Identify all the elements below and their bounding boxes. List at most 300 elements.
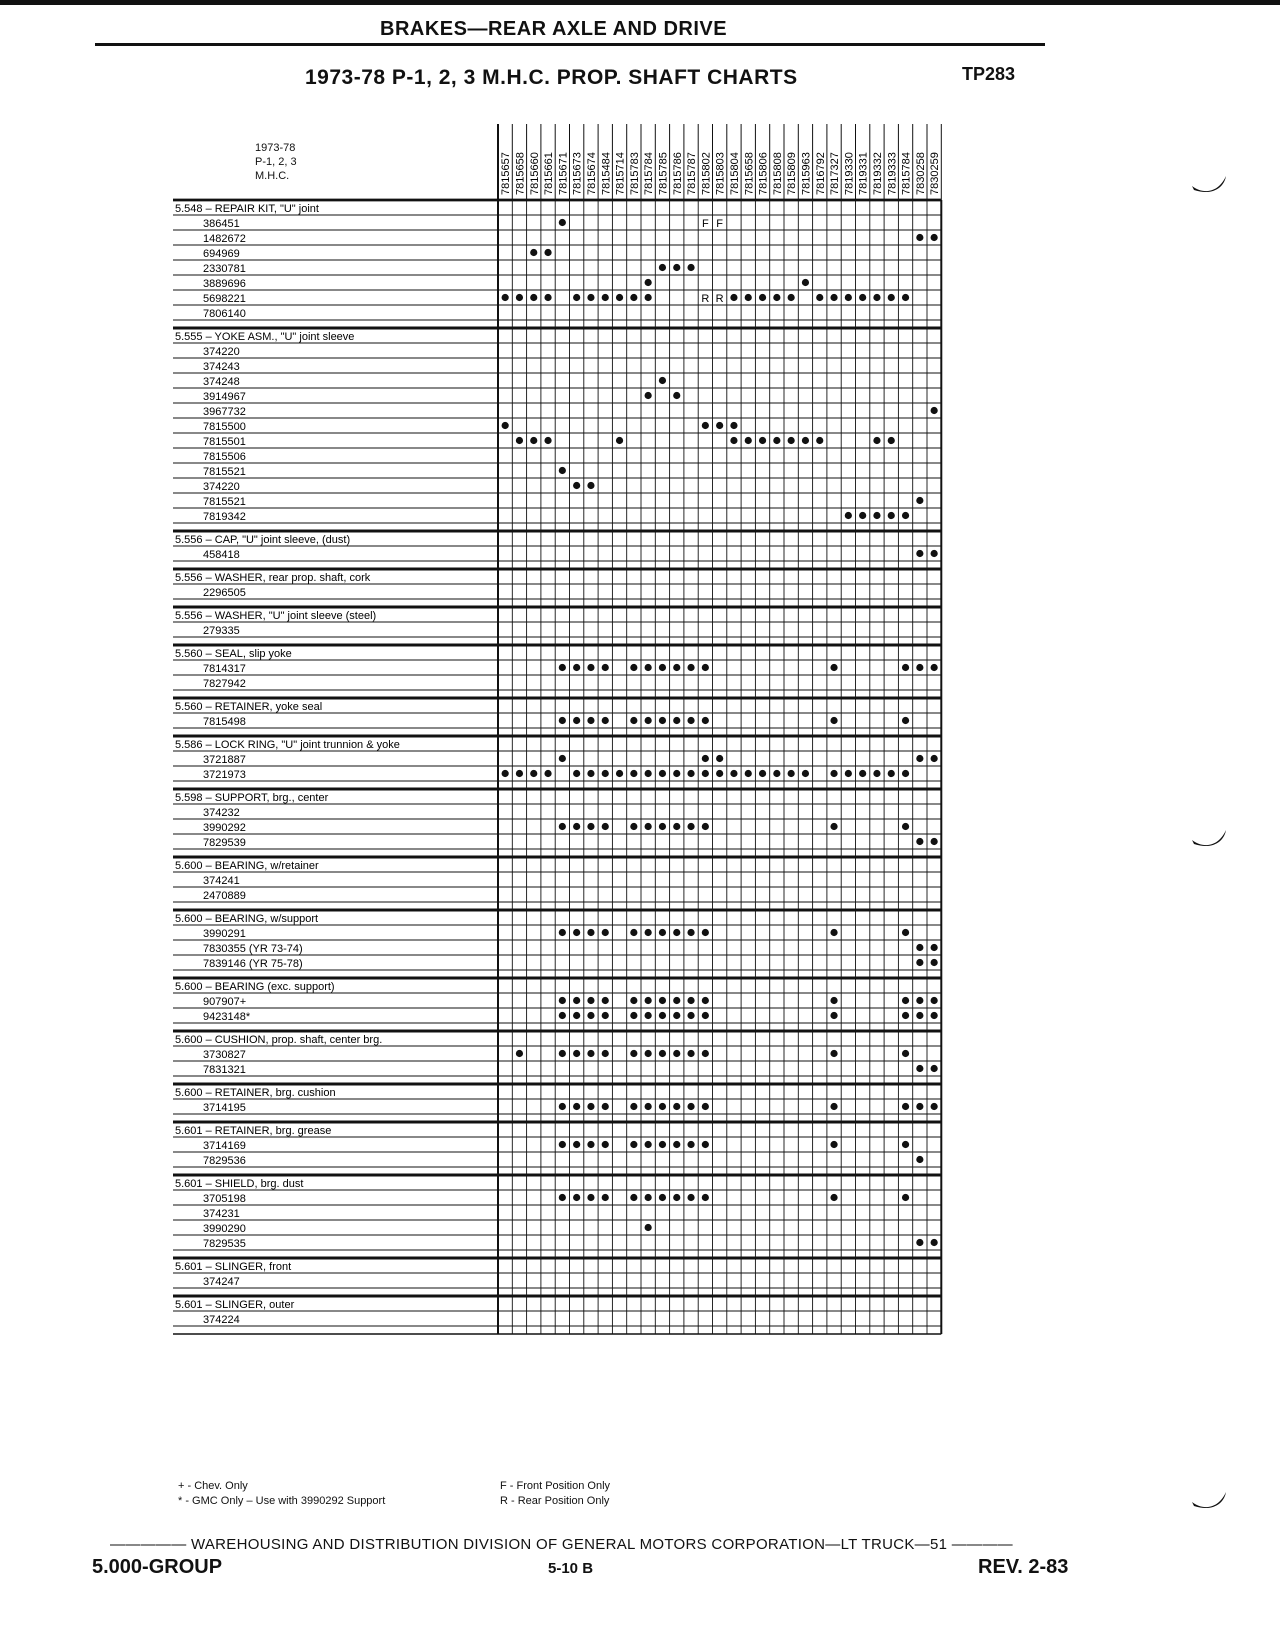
fitment-dot <box>702 755 709 762</box>
fitment-dot <box>544 437 551 444</box>
fitment-dot <box>587 770 594 777</box>
part-number: 3967732 <box>203 406 246 418</box>
fitment-dot <box>602 1194 609 1201</box>
fitment-dot <box>673 1141 680 1148</box>
fitment-dot <box>916 997 923 1004</box>
column-header: 7815674 <box>585 152 598 195</box>
column-header: 7815803 <box>714 152 727 195</box>
fitment-dot <box>788 437 795 444</box>
fitment-dot <box>659 717 666 724</box>
part-number: 9423148* <box>203 1011 251 1023</box>
fitment-dot <box>587 823 594 830</box>
group-title: 5.586 – LOCK RING, "U" joint trunnion & yoke <box>175 739 400 751</box>
part-number: 374247 <box>203 1276 240 1288</box>
fitment-dot <box>673 1012 680 1019</box>
fitment-dot <box>673 717 680 724</box>
group-title: 5.601 – SLINGER, outer <box>175 1299 295 1311</box>
fitment-dot <box>630 1012 637 1019</box>
fitment-dot <box>573 1103 580 1110</box>
part-number: 7839146 (YR 75-78) <box>203 958 303 970</box>
column-header: 7815785 <box>657 152 670 195</box>
fitment-dot <box>559 219 566 226</box>
fitment-dot <box>773 294 780 301</box>
group-title: 5.600 – BEARING (exc. support) <box>175 981 335 993</box>
fitment-dot <box>645 770 652 777</box>
fitment-dot <box>673 1194 680 1201</box>
fitment-dot <box>687 264 694 271</box>
fitment-dot <box>602 664 609 671</box>
fitment-dot <box>530 294 537 301</box>
column-header: 7815673 <box>571 152 584 195</box>
part-number: 907907+ <box>203 996 247 1008</box>
fitment-dot <box>516 770 523 777</box>
part-number: 7827942 <box>203 678 246 690</box>
fitment-dot <box>673 823 680 830</box>
binder-curl-mark <box>1190 1488 1230 1514</box>
fitment-dot <box>902 770 909 777</box>
fitment-dot <box>845 770 852 777</box>
fitment-dot <box>931 407 938 414</box>
fitment-dot <box>702 1103 709 1110</box>
fitment-dot <box>716 422 723 429</box>
legend-front-position: F - Front Position Only <box>500 1480 611 1492</box>
fitment-dot <box>702 823 709 830</box>
fitment-dot <box>559 1194 566 1201</box>
group-title: 5.560 – RETAINER, yoke seal <box>175 701 323 713</box>
position-mark: F <box>716 218 724 230</box>
column-header: 7815661 <box>543 152 556 195</box>
group-title: 5.601 – SHIELD, brg. dust <box>175 1178 304 1190</box>
section-title: BRAKES—REAR AXLE AND DRIVE <box>380 18 728 40</box>
legend-rear-position: R - Rear Position Only <box>500 1495 610 1507</box>
fitment-dot <box>830 664 837 671</box>
fitment-dot <box>716 755 723 762</box>
column-header: 7815783 <box>628 152 641 195</box>
fitment-dot <box>687 1194 694 1201</box>
part-number: 7815521 <box>203 466 246 478</box>
legend-right <box>500 1479 610 1509</box>
column-header: 7815809 <box>786 152 799 195</box>
fitment-dot <box>687 1103 694 1110</box>
group-title: 5.555 – YOKE ASM., "U" joint sleeve <box>175 331 355 343</box>
part-number: 2296505 <box>203 587 246 599</box>
fitment-dot <box>630 1050 637 1057</box>
group-title: 5.548 – REPAIR KIT, "U" joint <box>175 203 319 215</box>
fitment-dot <box>773 437 780 444</box>
column-header: 7815484 <box>600 152 613 195</box>
column-header: 7815784 <box>643 152 656 195</box>
fitment-dot <box>659 664 666 671</box>
fitment-dot <box>702 929 709 936</box>
fitment-dot <box>716 770 723 777</box>
fitment-dot <box>931 959 938 966</box>
page-code: TP283 <box>962 64 1016 84</box>
part-number: 7829539 <box>203 837 246 849</box>
fitment-dot <box>888 512 895 519</box>
fitment-dot <box>645 392 652 399</box>
fitment-dot <box>773 770 780 777</box>
binder-curl-mark <box>1190 826 1230 852</box>
fitment-dot <box>673 997 680 1004</box>
part-number: 3990290 <box>203 1223 246 1235</box>
group-title: 5.601 – RETAINER, brg. grease <box>175 1125 332 1137</box>
fitment-dot <box>702 1141 709 1148</box>
fitment-dot <box>788 294 795 301</box>
fitment-dot <box>630 294 637 301</box>
group-title: 5.560 – SEAL, slip yoke <box>175 648 292 660</box>
column-header: 7815658 <box>743 152 756 195</box>
fitment-dot <box>902 512 909 519</box>
column-header: 7815786 <box>671 152 684 195</box>
fitment-dot <box>559 1050 566 1057</box>
fitment-dot <box>802 279 809 286</box>
fitment-dot <box>873 770 880 777</box>
fitment-dot <box>587 1194 594 1201</box>
part-number: 694969 <box>203 248 240 260</box>
legend-chev-only: + - Chev. Only <box>178 1480 248 1492</box>
fitment-dot <box>559 929 566 936</box>
fitment-dot <box>931 1065 938 1072</box>
fitment-dot <box>916 1239 923 1246</box>
fitment-dot <box>830 1050 837 1057</box>
fitment-dot <box>888 770 895 777</box>
fitment-dot <box>745 770 752 777</box>
fitment-dot <box>916 1156 923 1163</box>
fitment-dot <box>602 1012 609 1019</box>
fitment-dot <box>587 1103 594 1110</box>
part-number: 374220 <box>203 481 240 493</box>
fitment-dot <box>645 294 652 301</box>
fitment-dot <box>916 234 923 241</box>
fitment-dot <box>931 997 938 1004</box>
group-title: 5.600 – RETAINER, brg. cushion <box>175 1087 336 1099</box>
fitment-dot <box>573 1194 580 1201</box>
column-header: 7815802 <box>700 152 713 195</box>
fitment-dot <box>931 755 938 762</box>
fitment-dot <box>502 294 509 301</box>
fitment-dot <box>573 482 580 489</box>
column-header: 7815963 <box>800 152 813 195</box>
fitment-dot <box>916 550 923 557</box>
part-number: 3714195 <box>203 1102 246 1114</box>
fitment-dot <box>916 1012 923 1019</box>
fitment-dot <box>587 1050 594 1057</box>
fitment-dot <box>645 1141 652 1148</box>
fitment-dot <box>659 1141 666 1148</box>
fitment-dot <box>830 770 837 777</box>
part-number: 7829536 <box>203 1155 246 1167</box>
column-header: 7815787 <box>686 152 699 195</box>
fitment-dot <box>687 1050 694 1057</box>
column-header: 7819330 <box>843 152 856 195</box>
fitment-dot <box>902 1194 909 1201</box>
legend-gmc-only: * - GMC Only – Use with 3990292 Support <box>178 1495 386 1507</box>
fitment-dot <box>673 1103 680 1110</box>
fitment-dot <box>730 770 737 777</box>
group-title: 5.598 – SUPPORT, brg., center <box>175 792 329 804</box>
fitment-dot <box>602 1050 609 1057</box>
part-number: 279335 <box>203 625 240 637</box>
fitment-dot <box>587 997 594 1004</box>
fitment-dot <box>845 512 852 519</box>
fitment-dot <box>931 1239 938 1246</box>
fitment-dot <box>902 997 909 1004</box>
fitment-dot <box>630 1103 637 1110</box>
fitment-dot <box>573 929 580 936</box>
fitment-dot <box>645 823 652 830</box>
fitment-dot <box>745 437 752 444</box>
fitment-dot <box>902 1050 909 1057</box>
fitment-dot <box>630 1141 637 1148</box>
fitment-dot <box>759 294 766 301</box>
fitment-dot <box>659 1194 666 1201</box>
fitment-dot <box>530 770 537 777</box>
group-title: 5.601 – SLINGER, front <box>175 1261 292 1273</box>
fitment-dot <box>730 437 737 444</box>
part-number: 374224 <box>203 1314 240 1326</box>
fitment-dot <box>687 929 694 936</box>
fitment-dot <box>902 1103 909 1110</box>
fitment-dot <box>573 823 580 830</box>
part-number: 1482672 <box>203 233 246 245</box>
fitment-dot <box>830 1141 837 1148</box>
fitment-dot <box>530 437 537 444</box>
fitment-dot <box>659 929 666 936</box>
fitment-dot <box>902 823 909 830</box>
column-header: 7819332 <box>871 152 884 195</box>
fitment-dot <box>673 664 680 671</box>
group-title: 5.556 – WASHER, rear prop. shaft, cork <box>175 572 371 584</box>
fitment-dot <box>573 770 580 777</box>
fitment-dot <box>502 422 509 429</box>
fitment-dot <box>687 997 694 1004</box>
fitment-dot <box>645 279 652 286</box>
group-title: 5.600 – BEARING, w/support <box>175 913 319 925</box>
fitment-dot <box>916 959 923 966</box>
part-number: 7815506 <box>203 451 246 463</box>
fitment-dot <box>888 294 895 301</box>
fitment-dot <box>645 1194 652 1201</box>
part-number: 7815501 <box>203 436 246 448</box>
fitment-dot <box>859 512 866 519</box>
part-number: 7806140 <box>203 308 246 320</box>
fitment-dot <box>630 770 637 777</box>
fitment-dot <box>573 1050 580 1057</box>
part-number: 7815521 <box>203 496 246 508</box>
part-number: 2330781 <box>203 263 246 275</box>
part-number: 7829535 <box>203 1238 246 1250</box>
fitment-dot <box>931 838 938 845</box>
fitment-dot <box>902 1012 909 1019</box>
fitment-dot <box>802 770 809 777</box>
fitment-dot <box>931 550 938 557</box>
fitment-dot <box>573 294 580 301</box>
fitment-dot <box>659 823 666 830</box>
fitment-dot <box>888 437 895 444</box>
part-number: 374243 <box>203 361 240 373</box>
fitment-dot <box>931 1012 938 1019</box>
fitment-dot <box>502 770 509 777</box>
chart-title: 1973-78 P-1, 2, 3 M.H.C. PROP. SHAFT CHARTS <box>305 66 798 89</box>
fitment-dot <box>630 823 637 830</box>
part-number: 3990291 <box>203 928 246 940</box>
fitment-dot <box>902 1141 909 1148</box>
part-number: 374232 <box>203 807 240 819</box>
fitment-dot <box>573 664 580 671</box>
fitment-dot <box>559 467 566 474</box>
fitment-dot <box>702 1012 709 1019</box>
column-header: 7830259 <box>929 152 942 195</box>
fitment-dot <box>630 1194 637 1201</box>
fitment-dot <box>559 1103 566 1110</box>
part-number: 374241 <box>203 875 240 887</box>
fitment-dot <box>587 664 594 671</box>
fitment-dot <box>759 437 766 444</box>
fitment-dot <box>830 1103 837 1110</box>
column-header: 7819333 <box>886 152 899 195</box>
fitment-dot <box>702 717 709 724</box>
fitment-dot <box>788 770 795 777</box>
part-number: 7815500 <box>203 421 246 433</box>
fitment-dot <box>544 294 551 301</box>
part-number: 3914967 <box>203 391 246 403</box>
part-number: 3705198 <box>203 1193 246 1205</box>
part-number: 3721973 <box>203 769 246 781</box>
fitment-dot <box>659 377 666 384</box>
fitment-dot <box>559 664 566 671</box>
fitment-dot <box>559 823 566 830</box>
fitment-dot <box>630 717 637 724</box>
part-number: 3730827 <box>203 1049 246 1061</box>
fitment-dot <box>873 294 880 301</box>
part-number: 3721887 <box>203 754 246 766</box>
fitment-dot <box>931 664 938 671</box>
fitment-dot <box>830 1194 837 1201</box>
column-header: 7815671 <box>557 152 570 195</box>
part-number: 386451 <box>203 218 240 230</box>
fitment-dot <box>616 437 623 444</box>
fitment-dot <box>602 823 609 830</box>
column-header: 7816792 <box>814 152 827 195</box>
fitment-dot <box>516 1050 523 1057</box>
fitment-dot <box>645 664 652 671</box>
fitment-dot <box>687 823 694 830</box>
fitment-dot <box>559 717 566 724</box>
fitment-dot <box>573 1012 580 1019</box>
column-header: 7815804 <box>728 152 741 195</box>
fitment-dot <box>587 482 594 489</box>
fitment-dot <box>559 1012 566 1019</box>
column-header: 7815658 <box>514 152 527 195</box>
part-number: 374231 <box>203 1208 240 1220</box>
binder-curl-mark <box>1190 172 1230 198</box>
fitment-dot <box>916 944 923 951</box>
fitment-dot <box>745 294 752 301</box>
part-number: 374220 <box>203 346 240 358</box>
column-header: 7815660 <box>528 152 541 195</box>
column-header: 7819331 <box>857 152 870 195</box>
fitment-dot <box>673 392 680 399</box>
fitment-dot <box>587 294 594 301</box>
fitment-dot <box>931 1103 938 1110</box>
fitment-dot <box>931 944 938 951</box>
fitment-dot <box>759 770 766 777</box>
fitment-dot <box>816 437 823 444</box>
group-title: 5.600 – BEARING, w/retainer <box>175 860 319 872</box>
fitment-dot <box>702 770 709 777</box>
fitment-dot <box>645 1050 652 1057</box>
group-title: 5.556 – CAP, "U" joint sleeve, (dust) <box>175 534 351 546</box>
fitment-dot <box>687 770 694 777</box>
fitment-dot <box>916 1065 923 1072</box>
fitment-dot <box>673 929 680 936</box>
fitment-dot <box>702 664 709 671</box>
fitment-dot <box>645 997 652 1004</box>
fitment-dot <box>902 717 909 724</box>
fitment-dot <box>830 294 837 301</box>
position-mark: R <box>715 293 724 305</box>
fitment-dot <box>587 1141 594 1148</box>
fitment-dot <box>659 1103 666 1110</box>
footer-group: 5.000-GROUP <box>92 1556 223 1578</box>
part-number: 7830355 (YR 73-74) <box>203 943 303 955</box>
footer-revision: REV. 2-83 <box>978 1556 1069 1578</box>
fitment-dot <box>616 770 623 777</box>
fitment-dot <box>659 997 666 1004</box>
fitment-dot <box>916 838 923 845</box>
part-number: 374248 <box>203 376 240 388</box>
fitment-dot <box>830 717 837 724</box>
legend-left <box>178 1479 385 1509</box>
fitment-dot <box>830 1012 837 1019</box>
fitment-dot <box>802 437 809 444</box>
column-header: 7815806 <box>757 152 770 195</box>
fitment-dot <box>602 997 609 1004</box>
fitment-dot <box>630 997 637 1004</box>
column-header: 7815784 <box>900 152 913 195</box>
fitment-dot <box>602 717 609 724</box>
fitment-dot <box>687 664 694 671</box>
part-number: 3990292 <box>203 822 246 834</box>
fitment-dot <box>902 294 909 301</box>
part-number: 3889696 <box>203 278 246 290</box>
fitment-dot <box>702 1050 709 1057</box>
part-number: 7814317 <box>203 663 246 675</box>
fitment-dot <box>630 664 637 671</box>
part-number: 7815498 <box>203 716 246 728</box>
fitment-dot <box>702 997 709 1004</box>
column-header: 7815657 <box>500 152 513 195</box>
header-label-years: 1973-78 <box>255 142 296 154</box>
fitment-dot <box>659 770 666 777</box>
fitment-dot <box>673 1050 680 1057</box>
part-number: 7831321 <box>203 1064 246 1076</box>
column-header: 7830258 <box>914 152 927 195</box>
fitment-dot <box>645 717 652 724</box>
fitment-dot <box>873 437 880 444</box>
part-number: 5698221 <box>203 293 246 305</box>
fitment-dot <box>845 294 852 301</box>
fitment-dot <box>873 512 880 519</box>
header-label-models: P-1, 2, 3 <box>255 156 297 168</box>
fitment-dot <box>830 823 837 830</box>
fitment-dot <box>916 755 923 762</box>
group-title: 5.600 – CUSHION, prop. shaft, center brg. <box>175 1034 383 1046</box>
column-header: 7817327 <box>829 152 842 195</box>
fitment-dot <box>573 997 580 1004</box>
fitment-dot <box>859 294 866 301</box>
fitment-dot <box>730 422 737 429</box>
